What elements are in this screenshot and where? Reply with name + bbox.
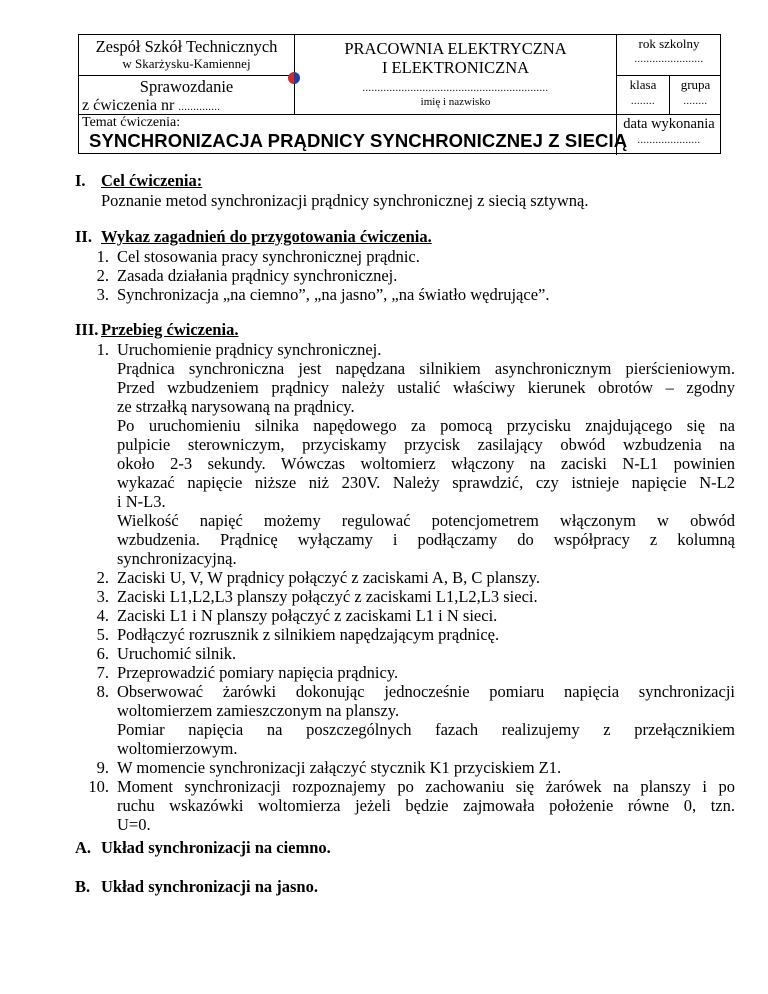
section-numeral: I.	[75, 171, 86, 190]
divider	[616, 75, 721, 76]
divider	[79, 75, 294, 76]
list-number: 9.	[96, 758, 109, 777]
list-number: 2.	[96, 568, 109, 587]
section-numeral: III.	[75, 320, 99, 339]
paragraph-line: Przed wzbudzeniem prądnicy należy ustalić właściwy kierunek obrotów – zgodny	[117, 378, 735, 397]
paragraph-line: około 2-3 sekundy. Wówczas woltomierz włączony na zaciski N-L1 powinien	[117, 454, 735, 473]
list-item: Zaciski L1,L2,L3 planszy połączyć z zaciskami L1,L2,L3 sieci.	[117, 587, 538, 606]
paragraph-line: Wielkość napięć możemy regulować potencjometrem włączonym w obwód	[117, 511, 735, 530]
list-item: Zaciski L1 i N planszy połączyć z zaciskami L1 i N sieci.	[117, 606, 498, 625]
section-heading: Przebieg ćwiczenia.	[101, 320, 239, 339]
list-number: 1.	[96, 340, 109, 359]
class-field: klasa ........	[629, 77, 657, 107]
subsection-title: Układ synchronizacji na ciemno.	[101, 838, 331, 857]
list-item: Synchronizacja „na ciemno”, „na jasno”, „na światło wędrujące”.	[117, 285, 550, 304]
paragraph-line: pulpicie sterowniczym, przyciskamy przycisk zasilający obwód wzbudzenia na	[117, 435, 735, 454]
list-item: Przeprowadzić pomiary napięcia prądnicy.	[117, 663, 399, 682]
subsection-label: A.	[75, 838, 92, 857]
topic-label: Temat ćwiczenia:	[82, 115, 181, 130]
subsection-title: Układ synchronizacji na jasno.	[101, 877, 318, 896]
subsection-label: B.	[75, 877, 91, 896]
paragraph-line: synchronizacyjną.	[117, 549, 237, 568]
list-number: 6.	[96, 644, 109, 663]
list-item: Podłączyć rozrusznik z silnikiem napędzającym prądnicę.	[117, 625, 500, 644]
section-heading: Wykaz zagadnień do przygotowania ćwiczenia.	[101, 227, 432, 246]
list-item: Cel stosowania pracy synchronicznej prądnic.	[117, 247, 420, 266]
school-name: Zespół Szkół Technicznych w Skarżysku-Kamiennej	[95, 37, 278, 71]
school-year-field: rok szkolny .......................	[634, 36, 704, 65]
section-text: Poznanie metod synchronizacji prądnicy synchronicznej z siecią sztywną.	[101, 191, 589, 210]
paragraph-line: Prądnica synchroniczna jest napędzana silnikiem asynchronicznym pierścieniowym.	[117, 359, 735, 378]
list-number: 5.	[96, 625, 109, 644]
list-item: Uruchomienie prądnicy synchronicznej.	[117, 340, 382, 359]
list-item-continuation: woltomierzowym.	[117, 739, 238, 758]
section-heading: Cel ćwiczenia:	[101, 171, 203, 190]
list-item-continuation: U=0.	[117, 815, 151, 834]
list-number: 4.	[96, 606, 109, 625]
list-item: Zasada działania prądnicy synchronicznej.	[117, 266, 398, 285]
list-number: 1.	[96, 247, 109, 266]
list-item: Obserwować żarówki dokonując jednocześnie pomiaru napięcia synchronizacji	[117, 682, 735, 701]
report-number: Sprawozdanie z ćwiczenia nr ..............	[82, 77, 234, 114]
list-item: W momencie synchronizacji załączyć stycznik K1 przyciskiem Z1.	[117, 758, 562, 777]
list-item: Zaciski U, V, W prądnicy połączyć z zaciskami A, B, C planszy.	[117, 568, 540, 587]
list-number: 10.	[88, 777, 109, 796]
list-number: 8.	[96, 682, 109, 701]
paragraph-line: wykazać napięcie niższe niż 230V. Należy sprawdzić, czy istnieje napięcie N-L2	[117, 473, 735, 492]
paragraph-line: i N-L3.	[117, 492, 166, 511]
group-field: grupa ........	[680, 77, 711, 107]
list-item-continuation: ruchu wskazówki woltomierza jeżeli będzie zajmowała położenie równe 0, tzn.	[117, 796, 735, 815]
paragraph-line: wzbudzenia. Prądnicę wyłączamy i podłączamy do współpracy z kolumną	[117, 530, 735, 549]
paragraph-line: ze strzałką narysowaną na prądnicy.	[117, 397, 355, 416]
topic-title: SYNCHRONIZACJA PRĄDNICY SYNCHRONICZNEJ Z SIECIĄ	[89, 130, 628, 151]
date-field: data wykonania .....................	[623, 116, 715, 146]
list-number: 7.	[96, 663, 109, 682]
list-number: 3.	[96, 587, 109, 606]
student-name-field: .............................................................. imię i nazwisko	[362, 83, 549, 108]
lab-name: PRACOWNIA ELEKTRYCZNA I ELEKTRONICZNA	[344, 39, 567, 77]
school-logo-icon	[288, 69, 300, 81]
section-numeral: II.	[75, 227, 92, 246]
list-item: Moment synchronizacji rozpoznajemy po zachowaniu się żarówek na planszy i po	[117, 777, 735, 796]
list-item-continuation: Pomiar napięcia na poszczególnych fazach realizujemy z przełącznikiem	[117, 720, 735, 739]
list-item: Uruchomić silnik.	[117, 644, 237, 663]
list-item-continuation: woltomierzem zamieszczonym na planszy.	[117, 701, 400, 720]
header-table	[78, 34, 721, 154]
list-number: 3.	[96, 285, 109, 304]
list-number: 2.	[96, 266, 109, 285]
paragraph-line: Po uruchomieniu silnika napędowego za pomocą przycisku znajdującego się na	[117, 416, 735, 435]
